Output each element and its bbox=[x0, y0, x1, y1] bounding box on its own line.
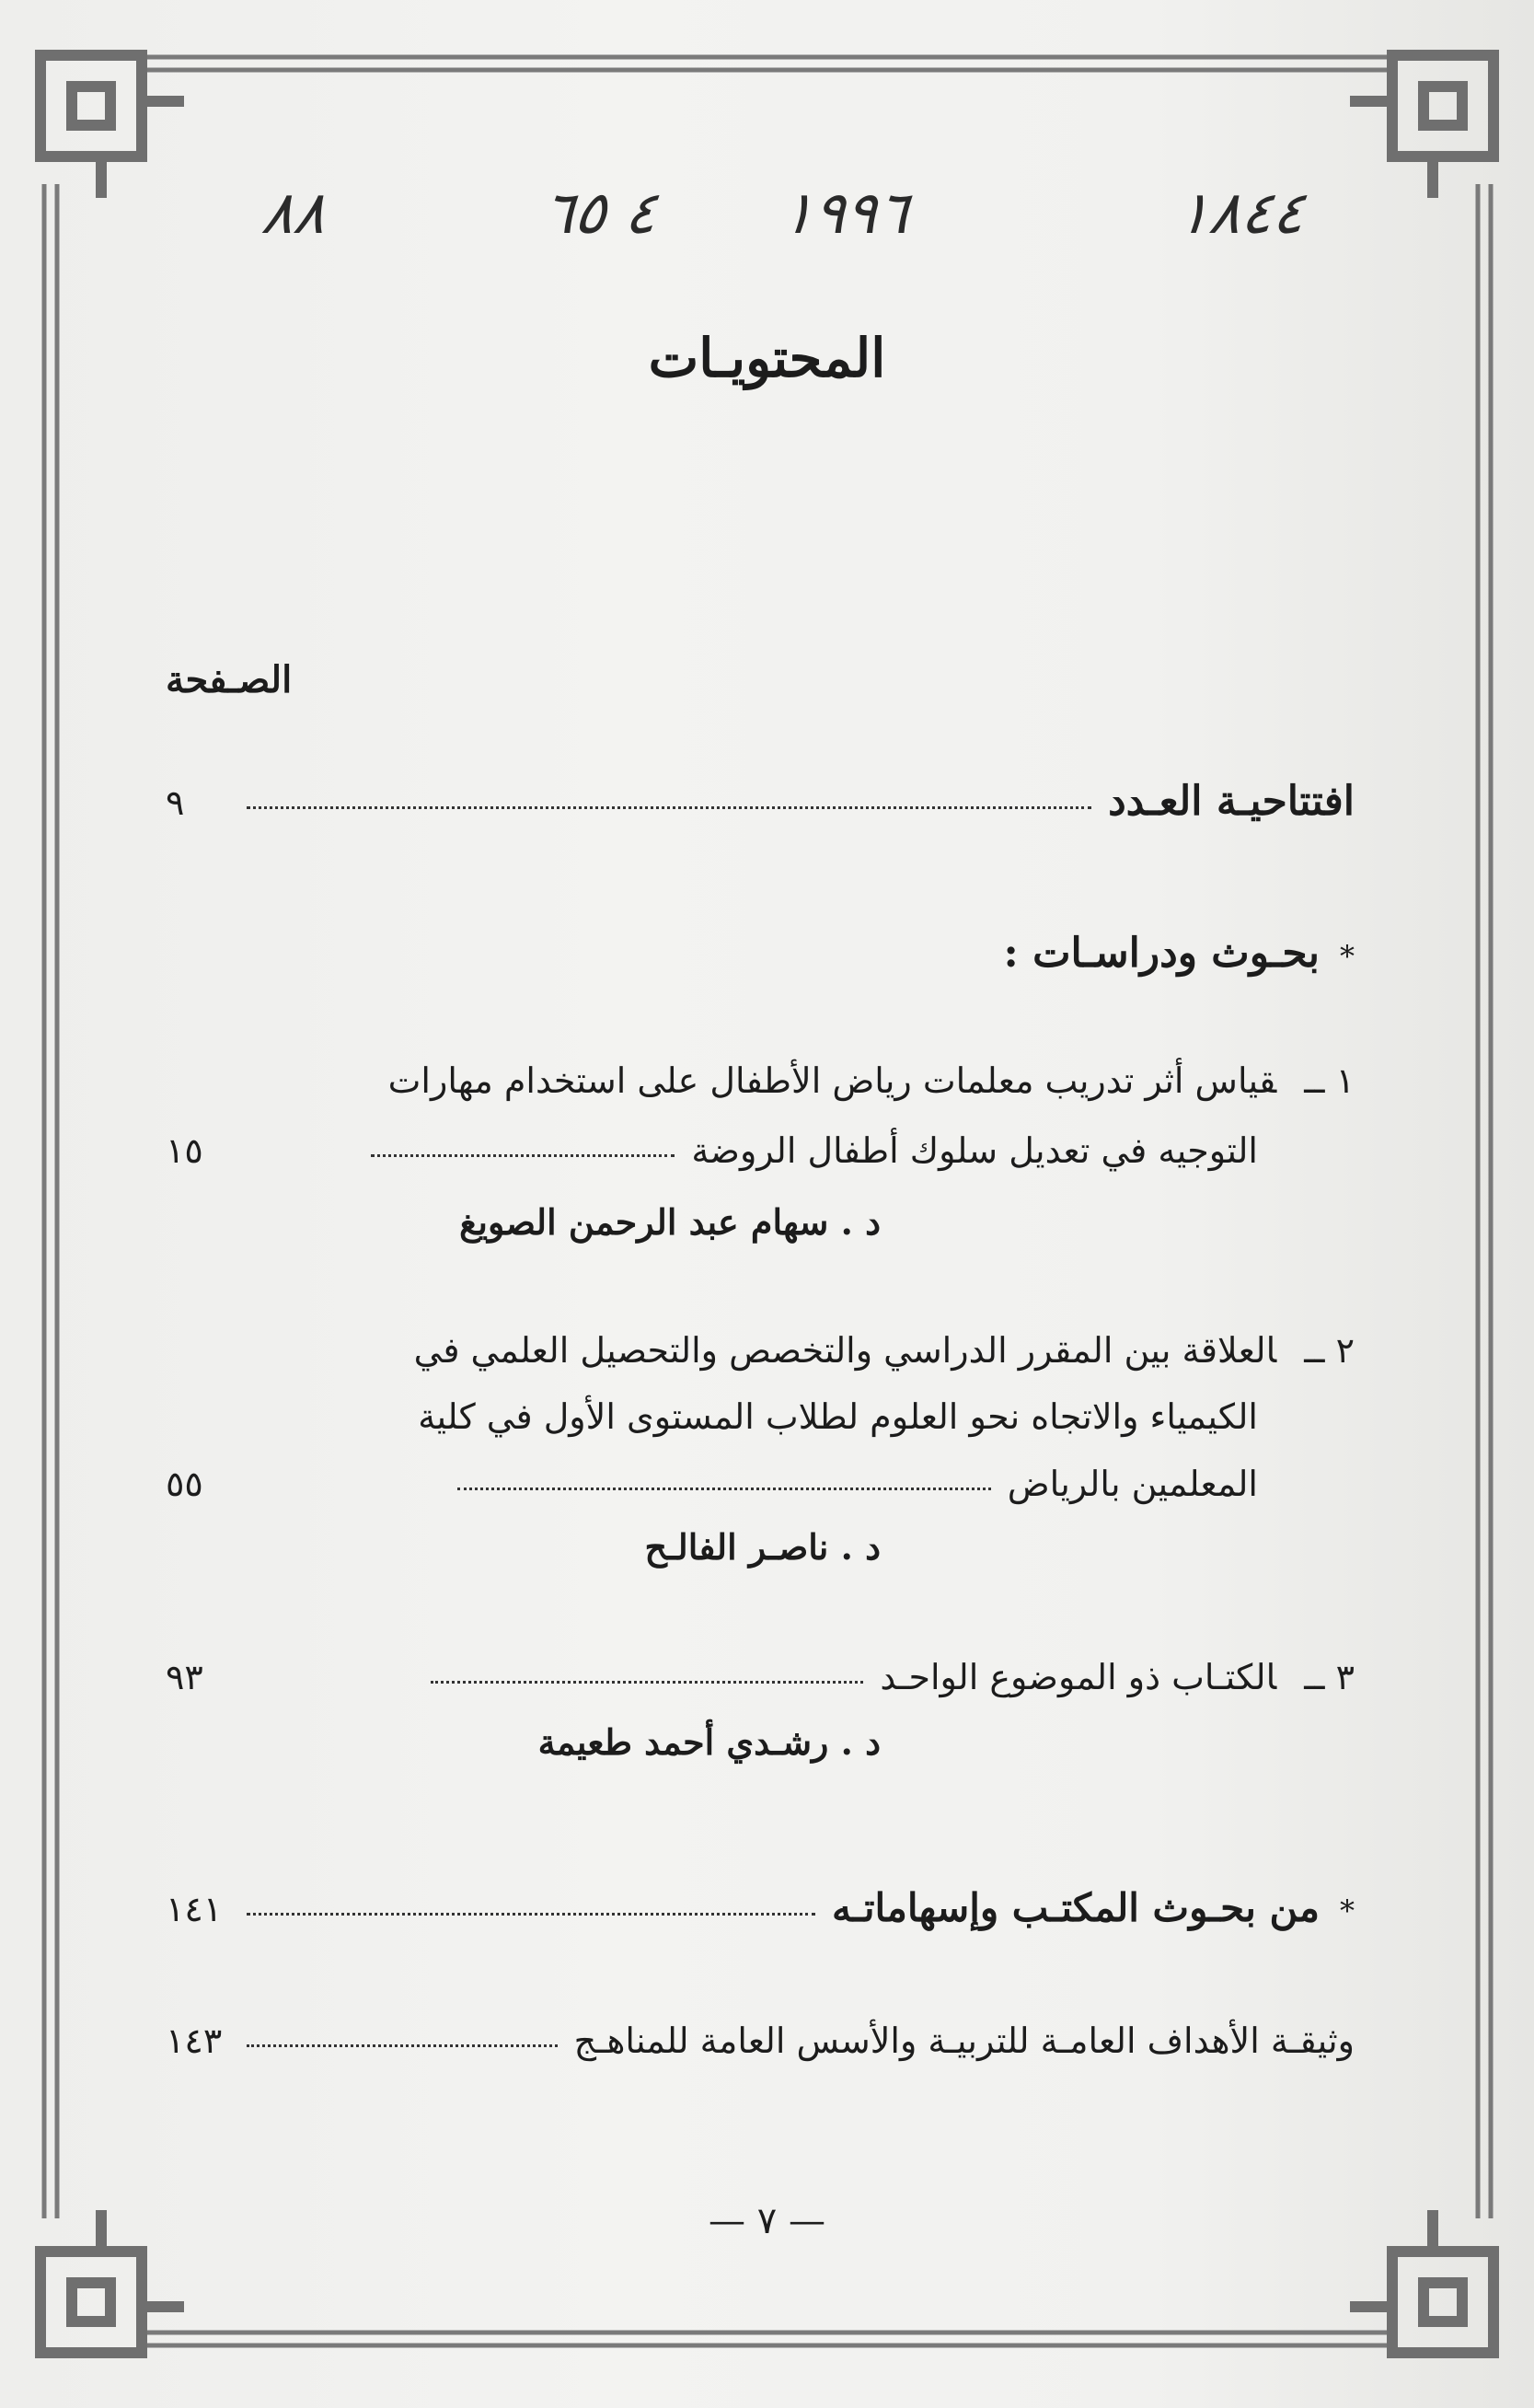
entry-page-number: ٩٣ bbox=[166, 1657, 203, 1697]
article-author: د . رشـدي أحمد طعيمة bbox=[537, 1721, 881, 1763]
star-icon: * bbox=[1340, 1893, 1355, 1928]
article-author: د . ناصـر الفالـح bbox=[644, 1526, 881, 1568]
article-title-line: المعلمين بالرياض bbox=[1007, 1464, 1258, 1504]
entry-page-number: ١٤٣ bbox=[166, 2020, 223, 2061]
star-icon: * bbox=[1340, 939, 1355, 974]
corner-ornament-top-left bbox=[40, 55, 184, 198]
article-author: د . سهام عبد الرحمن الصويغ bbox=[459, 1201, 881, 1243]
article-title-line: ٣ ــالكتـاب ذو الموضوع الواحـد bbox=[880, 1657, 1355, 1697]
article-title-line: الكيمياء والاتجاه نحو العلوم لطلاب المستوى الأول في كلية bbox=[418, 1396, 1258, 1437]
entry-page-number: ١٥ bbox=[166, 1130, 203, 1171]
article-title-line: قياس أثر تدريب معلمات رياض الأطفال على استخدام مهارات bbox=[387, 1060, 1277, 1101]
page-footer-number: — ٧ — bbox=[709, 2200, 825, 2242]
handwritten-note: ٤ ٦٥ bbox=[539, 179, 661, 248]
entry-label: *من بحـوث المكتـب وإسهاماتـه bbox=[832, 1885, 1355, 1930]
toc-entry-article-1-line-1[interactable] bbox=[388, 1060, 1355, 1101]
toc-entry-document[interactable] bbox=[166, 2020, 1355, 2061]
leader-dots bbox=[431, 1680, 863, 1684]
handwritten-note: ١٨٤٤ bbox=[1174, 179, 1309, 248]
leader-dots bbox=[247, 1912, 815, 1916]
article-number: ١ ــ bbox=[1304, 1060, 1355, 1101]
page-column-label: الصـفحة bbox=[166, 658, 293, 701]
section-label: بحـوث ودراسـات : bbox=[1003, 930, 1320, 977]
article-title-line: التوجيه في تعديل سلوك أطفال الروضة bbox=[691, 1130, 1258, 1171]
section-heading-research bbox=[1004, 930, 1355, 977]
toc-entry-article-2-line-2 bbox=[418, 1396, 1258, 1437]
toc-entry-editorial[interactable] bbox=[166, 778, 1355, 825]
toc-entry-article-2-line-1[interactable] bbox=[414, 1330, 1355, 1371]
handwritten-note: ۸۸ bbox=[259, 179, 329, 248]
entry-page-number: ٥٥ bbox=[166, 1464, 203, 1504]
article-title-line: العلاقة بين المقرر الدراسي والتخصص والتحصيل العلمي في bbox=[413, 1330, 1277, 1371]
page-title: المحتويـات bbox=[648, 327, 886, 389]
leader-dots bbox=[457, 1487, 991, 1490]
toc-entry-article-2-line-3[interactable] bbox=[166, 1464, 1258, 1504]
leader-dots bbox=[247, 2043, 558, 2047]
entry-label: افتتاحيـة العـدد bbox=[1108, 778, 1355, 825]
toc-entry-article-1-line-2[interactable] bbox=[166, 1130, 1258, 1171]
article-number: ٢ ــ bbox=[1304, 1330, 1355, 1371]
leader-dots bbox=[247, 805, 1091, 809]
entry-page-number: ١٤١ bbox=[166, 1889, 223, 1929]
toc-entry-office-research[interactable] bbox=[166, 1885, 1355, 1930]
entry-page-number: ٩ bbox=[166, 782, 185, 823]
entry-label: وثيقـة الأهداف العامـة للتربيـة والأسس العامة للمناهـج bbox=[573, 2020, 1355, 2061]
handwritten-year: ١٩٩٦ bbox=[779, 179, 913, 248]
leader-dots bbox=[371, 1153, 675, 1157]
toc-entry-article-3[interactable] bbox=[166, 1657, 1355, 1697]
